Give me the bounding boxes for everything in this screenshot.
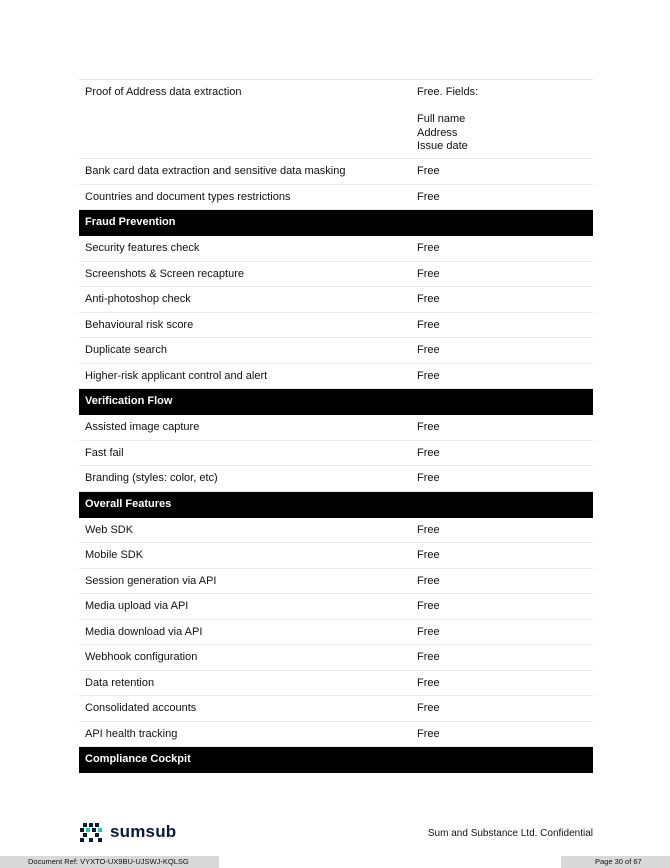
section-header [79,492,593,518]
feature-name: Duplicate search [85,344,167,356]
confidential-notice: Sum and Substance Ltd. Confidential [427,828,593,839]
table-row [79,543,593,569]
feature-name: Security features check [85,242,200,254]
feature-value [417,86,478,154]
feature-name: Media download via API [85,625,203,638]
feature-value: Free [417,549,440,561]
table-row [79,262,593,288]
feature-value: Free [417,523,440,536]
table-row [79,313,593,339]
feature-name: Media upload via API [85,600,189,612]
feature-name: Session generation via API [85,574,217,587]
feature-name: Data retention [85,676,155,689]
feature-name: Branding (styles: color, etc) [85,472,218,484]
feature-value: Free [417,293,440,305]
feature-value: Free [417,421,440,433]
brand-wordmark: sumsub [110,822,177,841]
section-title: Fraud Prevention [85,216,176,228]
feature-value: Free [417,702,440,714]
feature-value: Free [417,369,440,382]
table-row [79,569,593,595]
feature-name: Screenshots & Screen recapture [85,267,244,280]
feature-value: Free [417,625,440,638]
value-head: Free. Fields: [417,86,479,98]
section-header [79,747,593,773]
table-row [79,671,593,697]
feature-name: Fast fail [85,446,124,459]
section-title: Verification Flow [85,395,173,407]
feature-value: Free [417,446,440,459]
feature-value: Free [417,165,440,177]
feature-name: Assisted image capture [85,421,200,433]
section-title: Overall Features [85,497,172,510]
table-row [79,594,593,620]
feature-name: Consolidated accounts [85,702,197,714]
table-row [79,722,593,748]
table-row [79,185,593,211]
feature-value: Free [417,267,440,280]
table-row [79,364,593,390]
table-body [79,159,593,773]
table-row [79,645,593,671]
feature-name: Higher-risk applicant control and alert [85,369,268,382]
table-row [79,338,593,364]
feature-name: Proof of Address data extraction [85,86,242,98]
feature-name: Countries and document types restrictions [85,190,291,203]
feature-name: Web SDK [85,523,134,536]
table-row [79,518,593,544]
table-row [79,466,593,492]
feature-value: Free [417,676,440,689]
section-header [79,389,593,415]
feature-name: Mobile SDK [85,549,144,561]
table-row [79,159,593,185]
pricing-feature-table [79,79,593,773]
section-header [79,210,593,236]
feature-name: Behavioural risk score [85,318,194,331]
field-item: Full name [417,113,466,125]
table-row [79,287,593,313]
document-reference: Document Ref: VYXTO-UX9BU-UJSWJ-KQLSG [0,856,219,868]
feature-value: Free [417,190,440,203]
feature-name: Bank card data extraction and sensitive data masking [85,165,346,177]
table-row [79,415,593,441]
table-row [79,441,593,467]
feature-value: Free [417,651,440,663]
table-row [79,620,593,646]
sumsub-logo-icon [79,822,107,844]
feature-name: Webhook configuration [85,651,198,663]
table-row [79,696,593,722]
feature-value: Free [417,472,440,484]
section-title: Compliance Cockpit [85,753,191,765]
feature-value: Free [417,600,440,612]
table-row [79,236,593,262]
feature-name: Anti-photoshop check [85,293,191,305]
page-number: Page 30 of 67 [561,856,670,868]
field-item: Issue date [417,140,468,152]
feature-value: Free [417,318,440,331]
table-row [79,80,593,159]
field-item: Address [417,126,458,139]
feature-value: Free [417,242,440,254]
feature-value: Free [417,574,440,587]
feature-name: API health tracking [85,727,178,740]
feature-value: Free [417,344,440,356]
feature-value: Free [417,727,440,740]
